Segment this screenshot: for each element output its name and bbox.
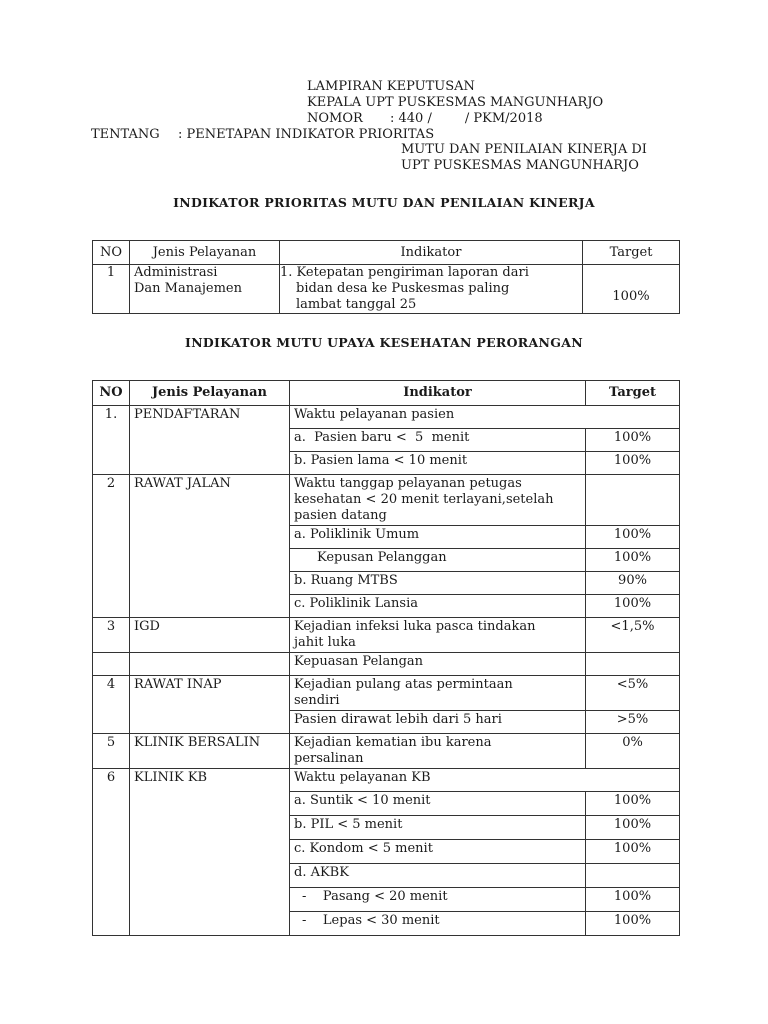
row-target <box>586 653 680 676</box>
row-jenis: Administrasi Dan Manajemen <box>130 265 280 314</box>
row-indikator: Kejadian infeksi luka pasca tindakan jahit luka <box>290 618 586 653</box>
header-tentang-value: : PENETAPAN INDIKATOR PRIORITAS <box>178 127 435 142</box>
section1-title: INDIKATOR PRIORITAS MUTU DAN PENILAIAN KINERJA <box>173 195 595 210</box>
header-line-mutu: MUTU DAN PENILAIAN KINERJA DI <box>401 142 647 157</box>
individual-health-quality-table <box>92 380 680 936</box>
row-no <box>93 653 130 676</box>
row-no: 5 <box>93 734 130 769</box>
row-jenis <box>130 653 290 676</box>
row-indikator: d. AKBK <box>290 864 586 888</box>
table-row <box>93 676 680 711</box>
row-jenis: PENDAFTARAN <box>130 406 290 475</box>
row-indikator: b. Ruang MTBS <box>290 572 586 595</box>
row-target: <1,5% <box>586 618 680 653</box>
col-header-jenis: Jenis Pelayanan <box>130 241 280 265</box>
table-row <box>93 406 680 429</box>
row-indikator: Pasien dirawat lebih dari 5 hari <box>290 711 586 734</box>
row-target: <5% <box>586 676 680 711</box>
row-no: 1 <box>93 265 130 314</box>
header-nomor-value: : 440 / / PKM/2018 <box>390 111 543 126</box>
row-target: 100% <box>586 816 680 840</box>
header-nomor-label: NOMOR <box>307 111 363 126</box>
row-indikator: a. Suntik < 10 menit <box>290 792 586 816</box>
row-jenis: RAWAT JALAN <box>130 475 290 618</box>
row-jenis: RAWAT INAP <box>130 676 290 734</box>
row-indikator: - Lepas < 30 menit <box>290 912 586 936</box>
row-target: 100% <box>586 792 680 816</box>
row-target: >5% <box>586 711 680 734</box>
header-tentang-label: TENTANG <box>91 127 160 142</box>
row-target: 100% <box>583 265 680 314</box>
col-header-jenis: Jenis Pelayanan <box>130 381 290 406</box>
row-jenis: KLINIK KB <box>130 769 290 936</box>
row-target: 0% <box>586 734 680 769</box>
row-indikator: Kepusan Pelanggan <box>290 549 586 572</box>
row-no: 4 <box>93 676 130 734</box>
row-target: 100% <box>586 452 680 475</box>
col-header-indikator: Indikator <box>280 241 583 265</box>
row-indikator: Kejadian pulang atas permintaan sendiri <box>290 676 586 711</box>
row-indikator: Waktu tanggap pelayanan petugas kesehatan < 20 menit terlayani,setelah pasien datang <box>290 475 586 526</box>
table-row <box>93 618 680 653</box>
row-no: 3 <box>93 618 130 653</box>
row-target: 100% <box>586 840 680 864</box>
row-indikator: 1. Ketepatan pengiriman laporan dari bidan desa ke Puskesmas paling lambat tanggal 25 <box>280 265 583 314</box>
table-row <box>93 734 680 769</box>
row-indikator: Waktu pelayanan pasien <box>290 406 680 429</box>
header-line-upt: UPT PUSKESMAS MANGUNHARJO <box>401 158 639 173</box>
row-target: 100% <box>586 912 680 936</box>
col-header-target: Target <box>586 381 680 406</box>
row-target <box>586 864 680 888</box>
row-target: 100% <box>586 549 680 572</box>
row-target <box>586 475 680 526</box>
row-no: 2 <box>93 475 130 618</box>
table-row <box>93 769 680 792</box>
col-header-no: NO <box>93 381 130 406</box>
row-jenis: IGD <box>130 618 290 653</box>
row-indikator: b. PIL < 5 menit <box>290 816 586 840</box>
row-indikator: c. Poliklinik Lansia <box>290 595 586 618</box>
table-row <box>93 653 680 676</box>
row-target: 100% <box>586 888 680 912</box>
row-indikator: Kejadian kematian ibu karena persalinan <box>290 734 586 769</box>
col-header-target: Target <box>583 241 680 265</box>
row-no: 6 <box>93 769 130 936</box>
row-target: 100% <box>586 526 680 549</box>
table-row <box>93 475 680 526</box>
row-target: 90% <box>586 572 680 595</box>
row-indikator: a. Pasien baru < 5 menit <box>290 429 586 452</box>
section2-title: INDIKATOR MUTU UPAYA KESEHATAN PERORANGAN <box>185 335 583 350</box>
header-line-lampiran: LAMPIRAN KEPUTUSAN <box>307 79 475 94</box>
header-line-kepala: KEPALA UPT PUSKESMAS MANGUNHARJO <box>307 95 604 110</box>
row-target: 100% <box>586 429 680 452</box>
row-target: 100% <box>586 595 680 618</box>
row-indikator: Kepuasan Pelangan <box>290 653 586 676</box>
col-header-indikator: Indikator <box>290 381 586 406</box>
col-header-no: NO <box>93 241 130 265</box>
row-jenis: KLINIK BERSALIN <box>130 734 290 769</box>
priority-indicator-table <box>92 240 680 314</box>
row-no: 1. <box>93 406 130 475</box>
row-indikator: - Pasang < 20 menit <box>290 888 586 912</box>
row-indikator: c. Kondom < 5 menit <box>290 840 586 864</box>
row-indikator: a. Poliklinik Umum <box>290 526 586 549</box>
table-row <box>93 265 680 314</box>
row-indikator: Waktu pelayanan KB <box>290 769 680 792</box>
row-indikator: b. Pasien lama < 10 menit <box>290 452 586 475</box>
